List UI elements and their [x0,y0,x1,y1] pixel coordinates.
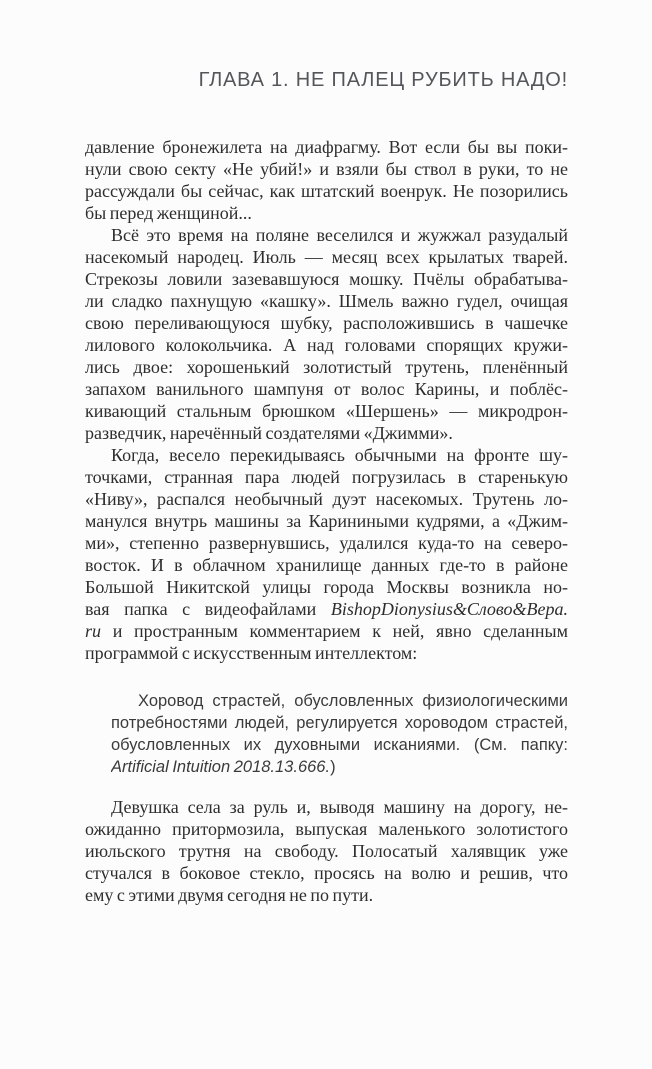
quote-line: Хоровод страстей, обусловленных физиологическими [138,692,568,710]
text-line: свою переливающуюся шубку, расположившись в чашечке [85,313,568,333]
text-line: июльского трутня на свободу. Полосатый халявщик уже [85,841,568,861]
text-line: разведчик, наречённый создателями «Джимми». [85,423,453,443]
text-line: Девушка села за руль и, выводя машину на дорогу, не- [111,797,568,817]
text-line: бы перед женщиной... [85,203,252,223]
text-line: Когда, весело перекидываясь обычными на фронте шу- [111,445,568,465]
text-line: насекомый народец. Июль — месяц всех крылатых тварей. [85,247,568,267]
text-line: ли сладко пахнущую «кашку». Шмель важно гудел, очищая [85,291,568,311]
paragraph-1 [85,136,568,224]
text-line: нули свою секту «Не убий!» и взяли бы ствол в руки, то не [85,159,568,179]
text-segment: ) [330,758,336,776]
quote-line: обусловленных их духовными исканиями. (См. папку: [111,736,568,754]
text-line: лись двое: хорошенький золотистый трутень, пленённый [85,357,568,377]
text-line: восток. И в облачном хранилище данных где-то в районе [85,555,568,575]
text-line: стучался в боковое стекло, просясь на волю и решив, что [85,863,568,883]
text-line: ожиданно притормозила, выпуская маленького золотистого [85,819,568,839]
quote-line [111,756,568,778]
text-line: рассуждали бы сейчас, как штатский военрук. Не позорились [85,181,568,201]
text-line: Стрекозы ловили зазевавшуюся мошку. Пчёлы обрабатыва- [85,269,568,289]
text-line [85,598,568,620]
text-line: точками, странная пара людей погрузилась в старенькую [85,467,568,487]
text-line: лилового колокольчика. А над головами спорящих кружи- [85,335,568,355]
text-line: «Ниву», распался необычный дуэт насекомых. Трутень ло- [85,489,568,509]
text-line: кивающий стальным брюшком «Шершень» — микродрон- [85,401,568,421]
text-line: Большой Никитской улицы города Москвы возникла но- [85,577,568,597]
chapter-heading: ГЛАВА 1. НЕ ПАЛЕЦ РУБИТЬ НАДО! [198,69,568,91]
text-segment: и пространным комментарием к ней, явно сделанным [101,621,568,641]
paragraph-4 [85,796,568,906]
folder-reference-italic: Artificial Intuition 2018.13.666. [111,758,331,776]
text-line: Всё это время на поляне веселился и жужжал разудалый [111,225,568,245]
text-line [85,620,568,642]
folder-name-italic: BishopDionysius&Слово&Вера. [330,599,568,619]
text-line: манулся внутрь машины за Кариниными кудрями, а «Джим- [85,511,568,531]
paragraph-3 [85,444,568,664]
text-segment: вая папка с видеофайлами [85,599,331,619]
quote-line: потребностями людей, регулируется хороводом страстей, [111,714,568,732]
text-line: программой с искусственным интеллектом: [85,643,418,663]
paragraph-2 [85,224,568,444]
text-line: ему с этими двумя сегодня не по пути. [85,885,374,905]
text-line: запахом ванильного шампуня от волос Карины, и поблёс- [85,379,568,399]
text-line: давление бронежилета на диафрагму. Вот если бы вы поки- [85,137,568,157]
text-column [85,136,568,906]
ai-comment-quote [111,690,568,778]
folder-name-italic: ru [85,621,102,641]
text-line: ми», степенно развернувшись, удалился куда-то на северо- [85,533,568,553]
book-page [0,68,652,1069]
